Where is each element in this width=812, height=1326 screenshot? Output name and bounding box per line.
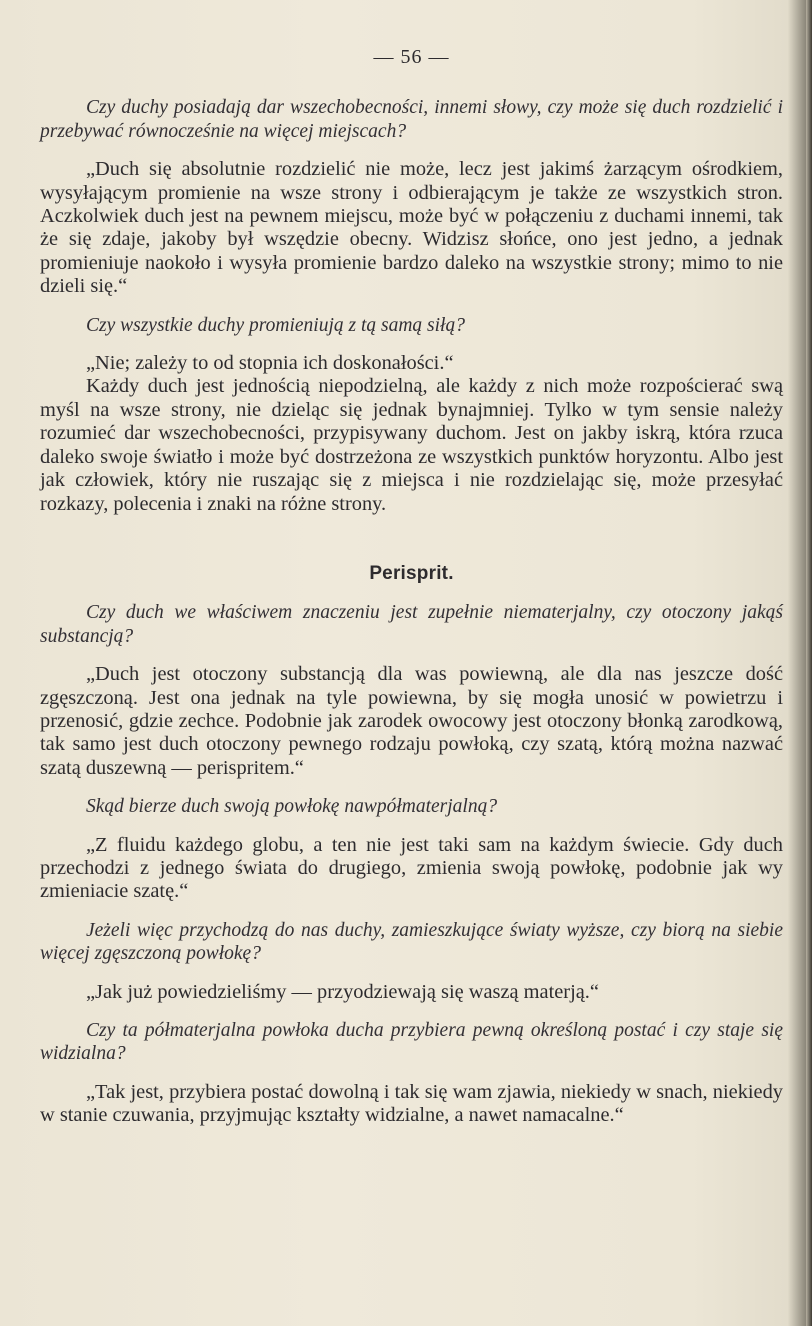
- question-envelope-source: Skąd bierze duch swoją powłokę nawpółmaterjalną?: [86, 796, 498, 818]
- question-visible-form: Czy ta półmaterjalna powłoka ducha przybiera pewną określoną postać i czy staje się widzialna?: [40, 1020, 783, 1065]
- answer-higher-worlds: „Jak już powiedzieliśmy — przyodziewają się waszą materją.“: [86, 980, 599, 1003]
- answer-envelope-source: „Z fluidu każdego globu, a ten nie jest taki sam na każdym świecie. Gdy duch przechodzi z jednego świata do drugiego, zmienia swoją powłokę, podobnie jak wy zmieniacie szatę.“: [40, 833, 783, 903]
- page-text: [40, 46, 783, 1143]
- answer-omnipresence: „Duch się absolutnie rozdzielić nie może, lecz jest jakimś żarzącym ośrodkiem, wysyłającym promienie na wsze strony i odbierającym je także ze wszystkich stron. Aczkolwiek duch jest na pewnem miejscu, może być w połączeniu z duchami innemi, tak że się zdaje, jakoby był wszędzie obecny. Widzisz słońce, ono jest jedno, a jednak promieniuje naokoło i wysyła promienie bardzo daleko na wszystkie strony; mimo to nie dzieli się.“: [40, 158, 783, 298]
- answer-visible-form: „Tak jest, przybiera postać dowolną i tak się wam zjawia, niekiedy w snach, niekiedy w stanie czuwania, przyjmując kształty widzialne, a nawet namacalne.“: [40, 1080, 783, 1127]
- question-omnipresence: Czy duchy posiadają dar wszechobecności, innemi słowy, czy może się duch rozdzielić i przebywać równocześnie na więcej miejscach?: [40, 97, 783, 142]
- answer-radiation-strength: „Nie; zależy to od stopnia ich doskonałości.“: [86, 352, 454, 375]
- question-higher-worlds: Jeżeli więc przychodzą do nas duchy, zamieszkujące światy wyższe, czy biorą na siebie więcej zgęszczoną powłokę?: [40, 919, 783, 965]
- question-immaterial: Czy duch we właściwem znaczeniu jest zupełnie niematerjalny, czy otoczony jakąś substancją?: [40, 602, 783, 647]
- answer-immaterial: „Duch jest otoczony substancją dla was powiewną, ale dla nas jeszcze dość zgęszczoną. Jest ona jednak na tyle powiewna, by się mogła unosić w powietrzu i przenosić, gdzie zechce. Podobnie jak zarodek owocowy jest otoczony błonką zarodkową, tak samo jest duch otoczony pewnego rodzaju powłoką, czy szatą, którą można nazwać szatą duszewną — perispritem.“: [40, 663, 783, 779]
- section-heading: Perisprit.: [369, 562, 454, 584]
- question-radiation-strength: Czy wszystkie duchy promieniują z tą samą siłą?: [86, 314, 465, 336]
- commentary-omnipresence: Każdy duch jest jednością niepodzielną, ale każdy z nich może rozpościerać swą myśl na wsze strony, nie dzieląc się jednak bynajmniej. Tylko w tym sensie należy rozumieć dar wszechobecności, przypisywany duchom. Jest on jakby iskrą, która rzuca daleko swoje światło i może być dostrzeżona ze wszystkich punktów horyzontu. Albo jest jak człowiek, który nie ruszając się z miejsca i nie rozdzielając się, może przesyłać rozkazy, polecenia i znaki na różne strony.: [40, 375, 783, 515]
- page-edge-shadow: [806, 0, 812, 1326]
- page-number: — 56 —: [373, 46, 450, 68]
